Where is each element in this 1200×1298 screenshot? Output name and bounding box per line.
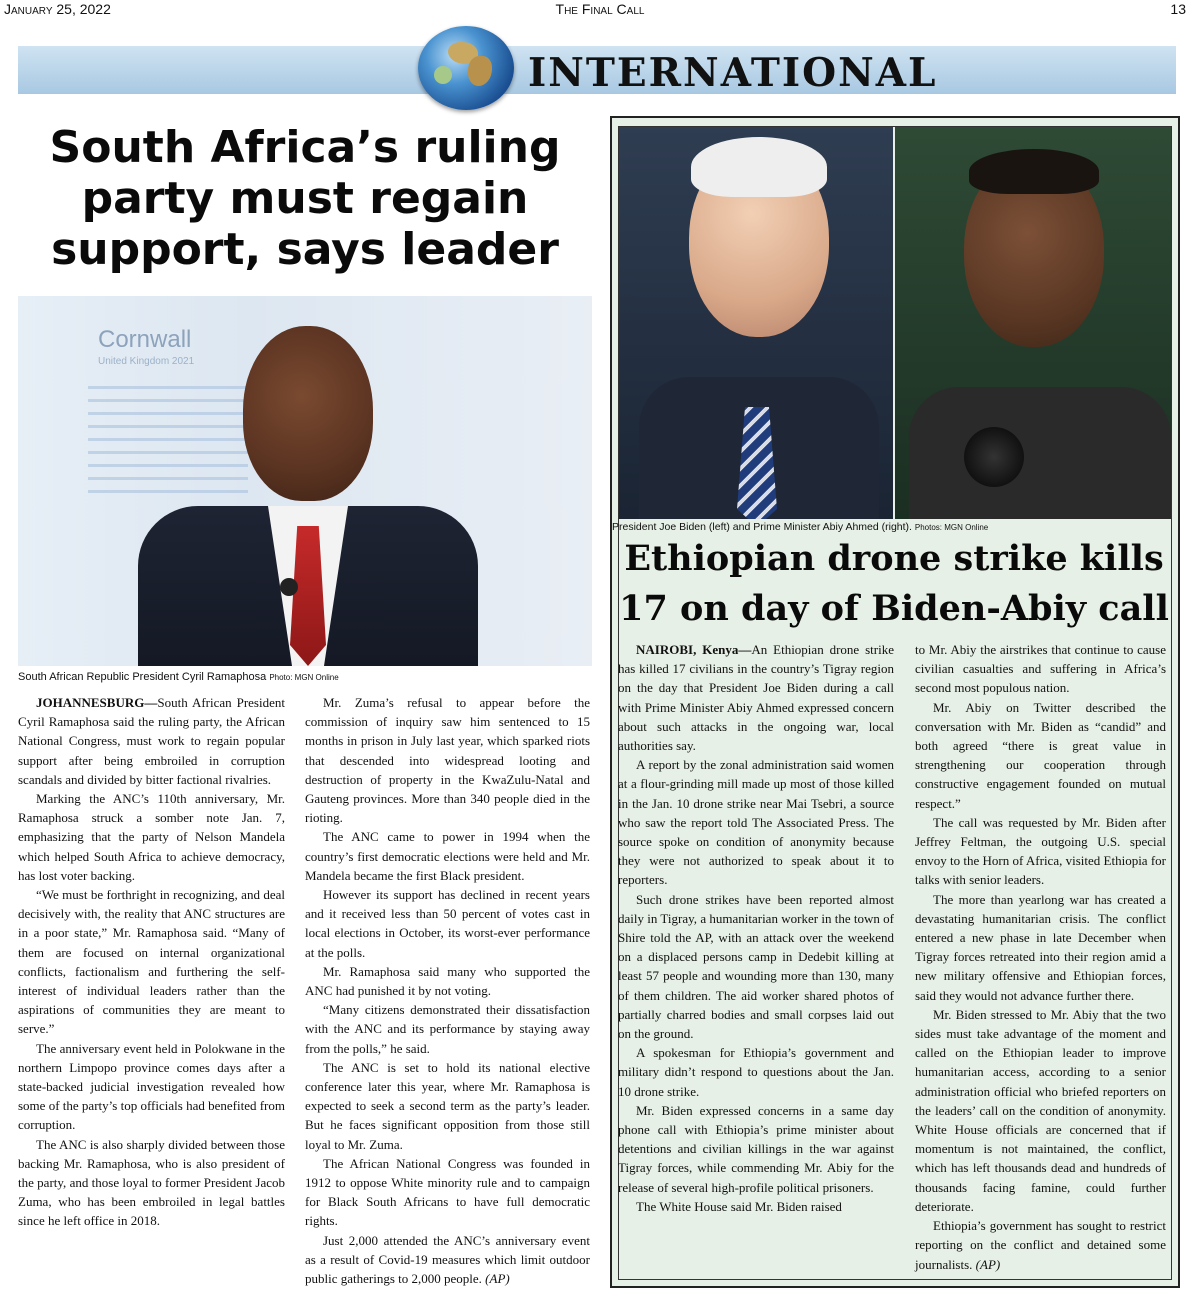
paragraph: Mr. Biden expressed concerns in a same day phone call with Ethiopia’s prime minister about detentions and civilian killings in the war against Tigray forces, while commending Mr. Abiy for the release of several high-profile political prisoners. [618, 1102, 894, 1195]
microphone-icon [964, 427, 1024, 487]
left-story-column-2 [305, 693, 590, 1288]
paragraph: A spokesman for Ethiopia’s government and military didn’t respond to questions about the Jan. 10 drone strike. [618, 1045, 894, 1099]
right-headline-line: 17 on day of Biden-Abiy call [619, 588, 1169, 629]
right-story-column-2 [915, 640, 1166, 1274]
left-headline [18, 122, 592, 275]
paragraph: The anniversary event held in Polokwane in the northern Limpopo province comes days after a state-backed judicial investigation revealed how some of the party’s top officials had benefited from corruption. [18, 1040, 285, 1133]
right-story-column-1 [618, 640, 894, 1216]
paragraph: Mr. Zuma’s refusal to appear before the commission of inquiry saw him sentenced to 15 months in prison in July last year, which sparked riots that descended into widespread looting and destruction of property in the KwaZulu-Natal and Gauteng provinces. More than 340 people died in the rioting. [305, 695, 590, 826]
left-story-column-1 [18, 693, 285, 1231]
globe-icon [418, 26, 514, 110]
left-photo-caption [18, 671, 592, 683]
photo-credit: Photo: MGN Online [269, 673, 339, 682]
paper-name: The Final Call [555, 1, 645, 17]
page-number: 13 [1170, 1, 1186, 17]
left-headline-line: support, says leader [51, 224, 559, 275]
paragraph: The White House said Mr. Biden raised [636, 1198, 842, 1214]
source-tag: (AP) [975, 1256, 1001, 1272]
paragraph: The African National Congress was founded in 1912 to oppose White minority rule and to campaign for Black South Africans to have full democratic rights. [305, 1155, 590, 1229]
paragraph: Such drone strikes have been reported almost daily in Tigray, a humanitarian worker in the town of Shire told the AP, with an attack over the weekend on a displaced persons camp in Dedebit killing at least 57 people and wounding more than 130, many of them children. The aid worker shared photos of partially charred bodies and small corpses laid out on the ground. [618, 891, 894, 1042]
paragraph: However its support has declined in recent years and it received less than 50 percent of votes cast in local elections in October, its worst-ever performance at the polls. [305, 887, 590, 960]
paragraph: JOHANNESBURG—South African President Cyril Ramaphosa said the ruling party, the African National Congress, must work to regain popular support after being embroiled in corruption scandals and divided by bitter factional rivalries. [18, 695, 285, 787]
left-headline-line: party must regain [81, 173, 529, 224]
issue-date: January 25, 2022 [4, 1, 111, 17]
paragraph: Mr. Abiy on Twitter described the conversation with Mr. Biden as “candid” and both agreed “there is great value in strengthening our cooperation through constructive engagement founded on mutual respect.” [915, 699, 1166, 811]
dateline: NAIROBI, Kenya— [636, 642, 752, 657]
paragraph: Mr. Biden stressed to Mr. Abiy that the two sides must take advantage of the moment and called on the Ethiopian leader to improve humanitarian access, according to a senior administration official who briefed reporters on the leaders’ call on the condition of anonymity. White House officials are concerned that if momentum is not maintained, the conflict, which has left thousands dead and hundreds of thousands facing famine, could further deteriorate. [915, 1006, 1166, 1214]
microphone-icon [280, 578, 298, 596]
photo-credit: Photos: MGN Online [914, 523, 989, 532]
right-photo-caption [612, 521, 1172, 533]
dateline: JOHANNESBURG— [36, 695, 158, 710]
section-title: INTERNATIONAL [528, 50, 938, 96]
paragraph: to Mr. Abiy the airstrikes that continue to cause civilian casualties and suffering in Africa’s second most populous nation. [915, 642, 1166, 696]
paragraph: “Many citizens demonstrated their dissatisfaction with the ANC and its performance by staying away from the polls,” he said. [305, 1002, 590, 1056]
source-tag: (AP) [485, 1271, 510, 1287]
right-headline-line: Ethiopian drone strike kills [624, 538, 1164, 579]
folio [0, 0, 1200, 20]
right-headline [616, 534, 1172, 634]
paragraph: A report by the zonal administration said women at a flour-grinding mill made up most of those killed in the Jan. 10 drone strike near Mai Tsebri, a source who saw the report told The Associated Press. The source spoke on condition of anonymity because they were not authorized to speak about it to reporters. [618, 757, 894, 888]
paragraph: Mr. Ramaphosa said many who supported the ANC had punished it by not voting. [305, 963, 590, 999]
biden-abiy-photo [619, 127, 1171, 519]
paragraph: Just 2,000 attended the ANC’s anniversary event as a result of Covid-19 measures which limit outdoor public gatherings to 2,000 people. (AP) [305, 1232, 590, 1287]
paragraph: The more than yearlong war has created a devastating humanitarian crisis. The conflict entered a new phase in late December when Tigray forces retreated into their region amid a new military offensive and Ethiopian forces, said they would not advance further there. [915, 891, 1166, 1003]
backdrop-brand-sub: United Kingdom 2021 [98, 356, 195, 367]
paragraph: The ANC is set to hold its national elective conference later this year, where Mr. Ramaphosa is expected to seek a second term as the party’s leader. But he faces significant opposition from those still loyal to Mr. Zuma. [305, 1059, 590, 1152]
paragraph: Ethiopia’s government has sought to restrict reporting on the conflict and detained some journalists. (AP) [915, 1218, 1166, 1272]
paragraph: NAIROBI, Kenya—An Ethiopian drone strike has killed 17 civilians in the country’s Tigray region on the day that President Joe Biden during a call with Prime Minister Abiy Ahmed expressed concern about such attacks in the ongoing war, local authorities say. [618, 642, 894, 754]
paragraph: The ANC came to power in 1994 when the country’s first democratic elections were held and Mr. Mandela became the first Black president. [305, 829, 590, 883]
paragraph: “We must be forthright in recognizing, and deal decisively with, the reality that ANC structures are in a poor state,” Mr. Ramaphosa said. “Many of them are focused on internal organizational conflicts, factionalism and furthering the self-interest of individual leaders rather than the aspirations of communities they are meant to serve.” [18, 887, 285, 1037]
caption-text: President Joe Biden (left) and Prime Minister Abiy Ahmed (right). [612, 521, 912, 533]
left-headline-line: South Africa’s ruling [49, 122, 561, 173]
paragraph: The call was requested by Mr. Biden after Jeffrey Feltman, the outgoing U.S. special envoy to the Horn of Africa, visited Ethiopia for talks with senior leaders. [915, 814, 1166, 888]
caption-text: South African Republic President Cyril Ramaphosa [18, 671, 267, 683]
backdrop-brand: Cornwall [98, 326, 192, 353]
ramaphosa-photo [18, 296, 592, 666]
paragraph: Marking the ANC’s 110th anniversary, Mr. Ramaphosa struck a somber note Jan. 7, emphasizing that the party of Nelson Mandela which helped South Africa to achieve democracy, has lost voter backing. [18, 791, 285, 883]
paragraph: The ANC is also sharply divided between those backing Mr. Ramaphosa, who is also president of the party, and those loyal to former President Jacob Zuma, who has been embroiled in legal battles since he left office in 2018. [18, 1136, 285, 1229]
